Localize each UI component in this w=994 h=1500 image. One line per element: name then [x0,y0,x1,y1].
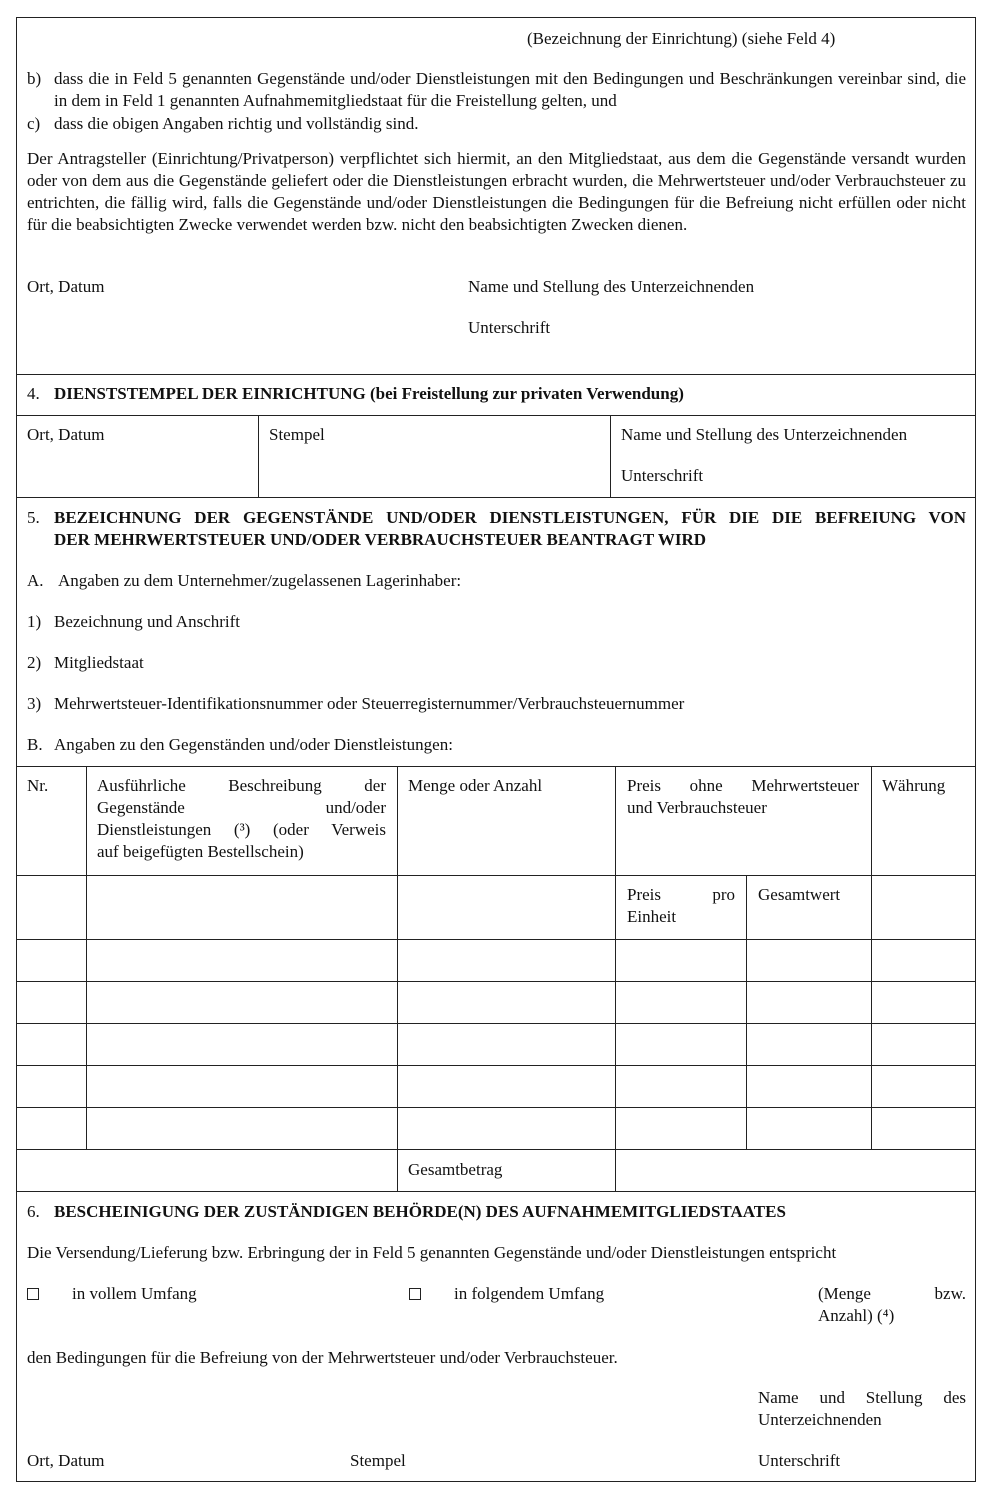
table-row-line [17,1065,975,1066]
signature-label: Unterschrift [468,318,551,337]
col-header-price-line: Preis ohne Mehrwertsteuer [627,776,859,795]
list-item-marker: 3) [27,694,42,713]
col-header-description-line: Ausführliche Beschreibung der [97,776,386,795]
table-col-line [615,766,616,1191]
place-date-label: Ort, Datum [27,277,105,296]
list-item-member-state: Mitgliedstaat [54,653,144,672]
section6-conditions: den Bedingungen für die Befreiung von der Mehrwertsteuer und/oder Verbrauchsteuer. [27,1348,618,1367]
section6-title: BESCHEINIGUNG DER ZUSTÄNDIGEN BEHÖRDE(N) DES AUFNAHMEMITGLIEDSTAATES [54,1202,786,1221]
col-header-description-line: Gegenstände und/oder [97,798,386,817]
obligation-paragraph: Der Antragsteller (Einrichtung/Privatperson) verpflichtet sich hiermit, an den Mitgliedstaat, aus dem die Gegenstände versandt wurden oder von dem aus die Gegenstände geliefert oder die Dienstleistungen erbracht wurden, die Mehrwertsteuer und/oder Verbrauchsteuer zu entrichten, die fällig wird, falls die Gegenstände und/oder Dienstleistungen die Bedingungen für die Befreiung nicht erfüllen oder nicht für die beabsichtigten Zwecke verwendet werden bzw. nicht den beabsichtigten Zwecken dienen. [27,149,966,234]
divider [17,1191,975,1192]
total-amount-label: Gesamtbetrag [408,1160,503,1179]
table-col-line [746,875,747,1149]
option-partial-scope-label: in folgendem Umfang [454,1284,605,1303]
list-item-marker: 1) [27,612,42,631]
col-header-currency: Währung [882,776,946,795]
section6-number: 6. [27,1202,40,1221]
item-c-marker: c) [27,114,41,133]
section6-signer-name-line: Unterzeichnenden [758,1410,882,1429]
list-item-vat-number: Mehrwertsteuer-Identifikationsnummer oder Steuerregisternummer/Verbrauchsteuernummer [54,694,685,713]
section6-stamp: Stempel [350,1451,406,1470]
section5-title-line2: DER MEHRWERTSTEUER UND/ODER VERBRAUCHSTEUER BEANTRAGT WIRD [54,530,707,549]
section5-a-text: Angaben zu dem Unternehmer/zugelassenen Lagerinhaber: [58,571,462,590]
option-full-scope-label: in vollem Umfang [72,1284,197,1303]
col-header-price [627,775,859,819]
divider [17,497,975,498]
institution-reference: (Bezeichnung der Einrichtung) (siehe Feld 4) [527,29,836,48]
section5-b-marker: B. [27,735,43,754]
divider [258,415,259,497]
section6-signer-name [758,1387,966,1431]
subheader-total-value: Gesamtwert [758,885,841,904]
section4-signature: Unterschrift [621,466,704,485]
section4-place-date: Ort, Datum [27,425,105,444]
section4-signer-name: Name und Stellung des Unterzeichnenden [621,425,908,444]
form-page [16,17,976,1482]
quantity-note [818,1283,966,1327]
table-row-line [17,1107,975,1108]
subheader-unit-price [627,884,735,928]
section4-number: 4. [27,384,40,403]
quantity-note-line: Anzahl) (⁴) [818,1306,895,1325]
table-row-line [17,1023,975,1024]
col-header-quantity: Menge oder Anzahl [408,776,543,795]
section5-number: 5. [27,508,40,527]
divider [610,415,611,497]
col-header-description-line: Dienstleistungen (³) (oder Verweis [97,820,386,839]
table-border [17,766,975,767]
list-item-marker: 2) [27,653,42,672]
signer-name-label: Name und Stellung des Unterzeichnenden [468,277,755,296]
section5-title-line1: BEZEICHNUNG DER GEGENSTÄNDE UND/ODER DIENSTLEISTUNGEN, FÜR DIE DIE BEFREIUNG VON [54,508,966,527]
item-b-text: dass die in Feld 5 genannten Gegenstände und/oder Dienstleistungen mit den Bedingungen und Beschränkungen vereinbar sind, die in dem in Feld 1 genannten Aufnahmemitgliedstaat für die Freistellung gelten, und [54,69,966,110]
table-row-line [17,875,975,876]
checkbox-partial-scope[interactable] [409,1283,421,1305]
section6-intro: Die Versendung/Lieferung bzw. Erbringung der in Feld 5 genannten Gegenstände und/oder Dienstleistungen entspricht [27,1243,837,1262]
section5-a-marker: A. [27,571,44,590]
col-header-nr: Nr. [27,776,49,795]
table-row-line [17,1149,975,1150]
section4-stamp: Stempel [269,425,325,444]
item-b-marker: b) [27,69,42,88]
table-col-line [86,766,87,1149]
table-col-line [871,766,872,1149]
section6-signature: Unterschrift [758,1451,841,1470]
col-header-price-line: und Verbrauchsteuer [627,798,767,817]
section6-signer-name-line: Name und Stellung des [758,1388,966,1407]
item-c-text: dass die obigen Angaben richtig und vollständig sind. [54,114,419,133]
col-header-description [97,775,386,863]
list-item-name-address: Bezeichnung und Anschrift [54,612,241,631]
section6-place-date: Ort, Datum [27,1451,105,1470]
subheader-unit-price-line: Preis pro [627,885,735,904]
subheader-unit-price-line: Einheit [627,907,677,926]
divider [17,374,975,375]
table-col-line [397,766,398,1191]
col-header-description-line: auf beigefügten Bestellschein) [97,842,304,861]
section4-title: DIENSTSTEMPEL DER EINRICHTUNG (bei Freistellung zur privaten Verwendung) [54,384,684,403]
table-row-line [17,981,975,982]
table-row-line [17,939,975,940]
quantity-note-line: (Menge bzw. [818,1284,966,1303]
checkbox-full-scope[interactable] [27,1283,39,1305]
section5-b-text: Angaben zu den Gegenständen und/oder Dienstleistungen: [54,735,453,754]
divider [17,415,975,416]
